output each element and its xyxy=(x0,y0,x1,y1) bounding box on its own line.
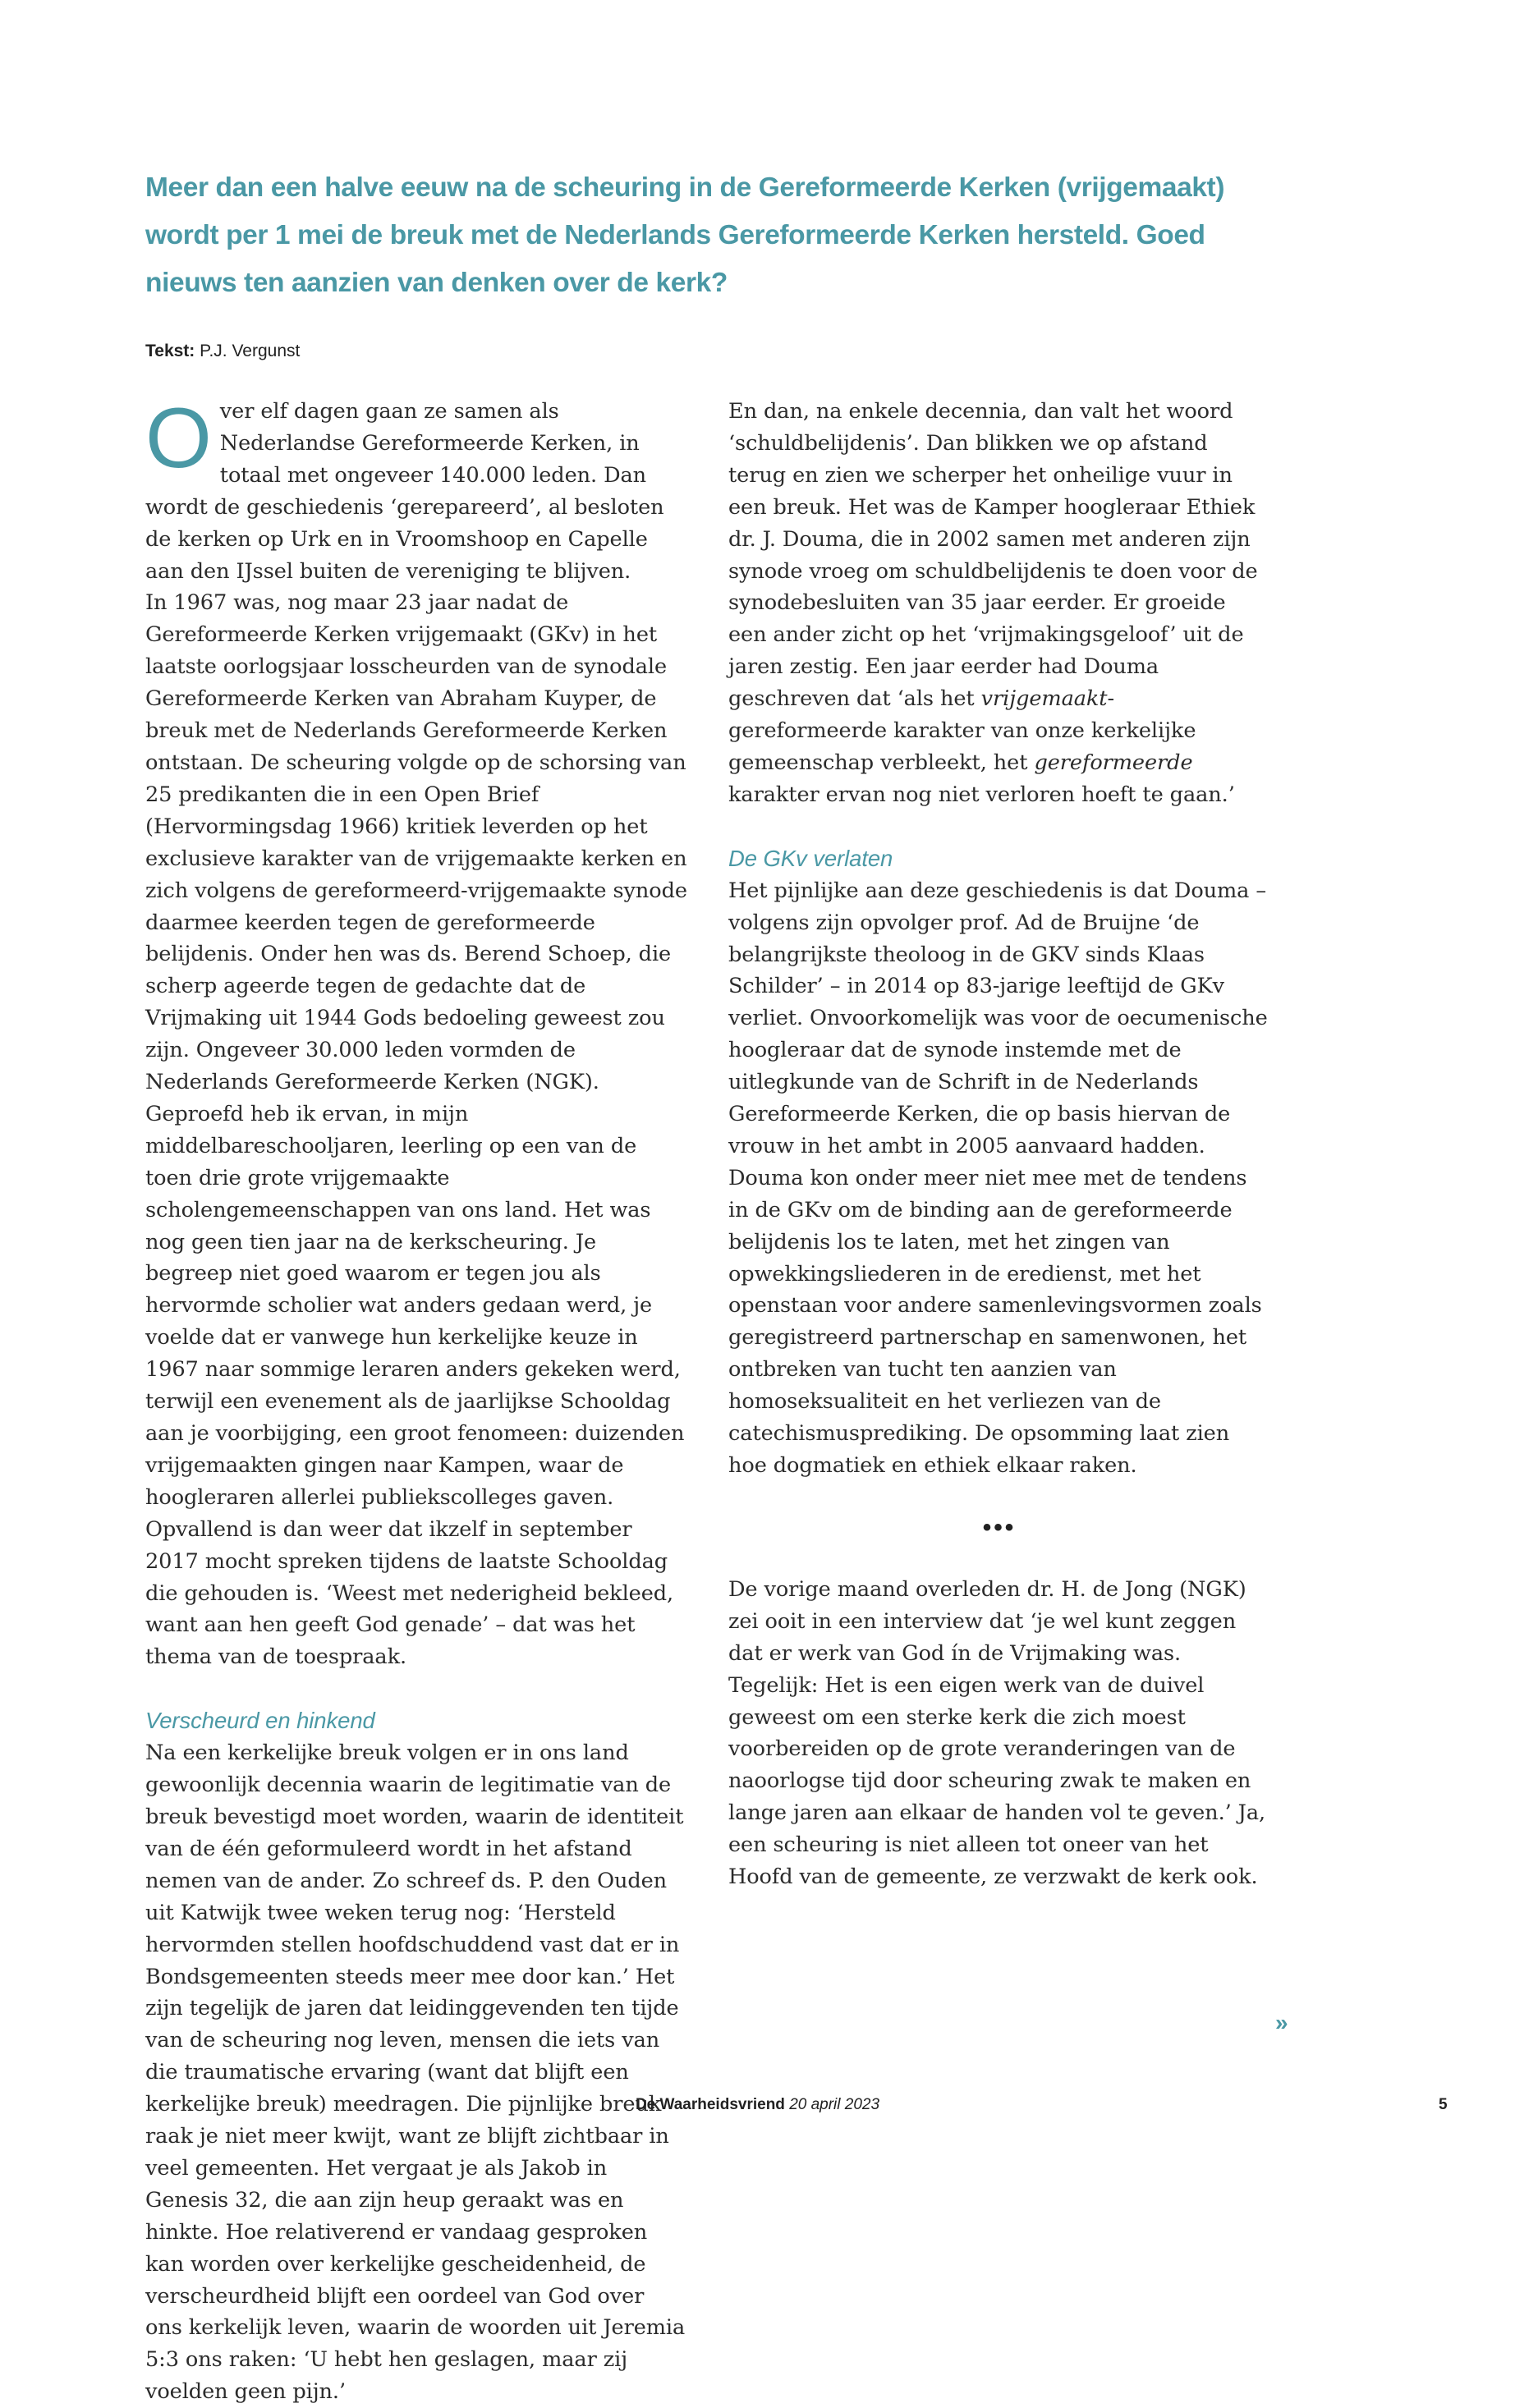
paragraph-5-middle: -gereformeerde karakter van onze kerkelijke gemeenschap verbleekt, het xyxy=(728,686,1196,775)
emphasis-gereformeerde: gereformeerde xyxy=(1034,750,1193,775)
section-separator: ••• xyxy=(982,1513,1017,1541)
page-number: 5 xyxy=(1439,2096,1448,2113)
paragraph-1 xyxy=(145,391,687,587)
paragraph-5-text: En dan, na enkele decennia, dan valt het woord ‘schuldbelijdenis’. Dan blikken we op afstand terug en zien we scherper het onheilige vuur in een breuk. Het was de Kamper hoogleraar Ethiek dr. J. Douma, die in 2002 samen met anderen zijn synode vroeg om schuldbelijdenis te doen voor de synodebesluiten van 35 jaar eerder. Er groeide een ander zicht op het ‘vrijmakingsgeloof’ uit de jaren zestig. Een jaar eerder had Douma geschreven dat ‘als het xyxy=(728,399,1258,712)
paragraph-2: In 1967 was, nog maar 23 jaar nadat de Gereformeerde Kerken vrijgemaakt (GKv) in het laatste oorlogsjaar losscheurden van de synodale Gereformeerde Kerken van Abraham Kuyper, de breuk met de Nederlands Gereformeerde Kerken ontstaan. De scheuring volgde op de schorsing van 25 predikanten die in een Open Brief (Hervormingsdag 1966) kritiek leverden op het exclusieve karakter van de vrijgemaakte kerken en zich volgens de gereformeerd-vrijgemaakte synode daarmee keerden tegen de gereformeerde belijdenis. Onder hen was ds. Berend Schoep, die scherp ageerde tegen de gedachte dat de Vrijmaking uit 1944 Gods bedoeling geweest zou zijn. Ongeveer 30.000 leden vormden de Nederlands Gereformeerde Kerken (NGK). xyxy=(145,590,687,1095)
subheading-gkv-verlaten: De GKv verlaten xyxy=(728,845,893,871)
byline-label: Tekst: xyxy=(145,342,195,360)
paragraph-5 xyxy=(728,396,1270,811)
intro-lead: Meer dan een halve eeuw na de scheuring in de Gereformeerde Kerken (vrijgemaakt) wordt per 1 mei de breuk met de Nederlands Gereformeerde Kerken hersteld. Goed nieuws ten aanzien van denken over de kerk? xyxy=(145,172,1225,298)
page-footer xyxy=(0,2095,1515,2115)
emphasis-vrijgemaakt: vrijgemaakt xyxy=(980,686,1108,712)
subheading-verscheurd: Verscheurd en hinkend xyxy=(145,1708,375,1734)
article-column-right xyxy=(728,396,1270,1893)
paragraph-1-text: ver elf dagen gaan ze samen als Nederlandse Gereformeerde Kerken, in totaal met ongeveer 140.000 leden. Dan wordt de geschiedenis ‘gerepareerd’, al besloten de kerken op Urk en in Vroomshoop en Capelle aan den IJssel buiten de vereniging te blijven. xyxy=(145,399,664,584)
paragraph-7: De vorige maand overleden dr. H. de Jong (NGK) zei ooit in een interview dat ‘je wel kunt zeggen dat er werk van God ín de Vrijmaking was. Tegelijk: Het is een eigen werk van de duivel geweest om een sterke kerk die zich moest voorbereiden op de grote veranderingen van de naoorlogse tijd door scheuring zwak te maken en lange jaren aan elkaar de handen vol te geven.’ Ja, een scheuring is niet alleen tot oneer van het Hoofd van de gemeente, ze verzwakt de kerk ook. xyxy=(728,1576,1266,1890)
byline-author: P.J. Vergunst xyxy=(200,342,301,360)
byline xyxy=(145,340,300,363)
paragraph-4: Na een kerkelijke breuk volgen er in ons land gewoonlijk decennia waarin de legitimatie van de breuk bevestigd moet worden, waarin de identiteit van de één geformuleerd wordt in het afstand nemen van de ander. Zo schreef ds. P. den Ouden uit Katwijk twee weken terug nog: ‘Hersteld hervormden stellen hoofdschuddend vast dat er in Bondsgemeenten steeds meer mee door kan.’ Het zijn tegelijk de jaren dat leidinggevenden ten tijde van de scheuring nog leven, mensen die iets van die traumatische ervaring (want dat blijft een kerkelijke breuk) meedragen. Die pijnlijke breuk raak je niet meer kwijt, want ze blijft zichtbaar in veel gemeenten. Het vergaat je als Jakob in Genesis 32, die aan zijn heup geraakt was en hinkte. Hoe relativerend er vandaag gesproken kan worden over kerkelijke gescheidenheid, de verscheurdheid blijft een oordeel van God over ons kerkelijk leven, waarin de woorden uit Jeremia 5:3 ons raken: ‘U hebt hen geslagen, maar zij voelden geen pijn.’ xyxy=(145,1741,686,2405)
paragraph-6: Het pijnlijke aan deze geschiedenis is dat Douma – volgens zijn opvolger prof. Ad de Bruijne ‘de belangrijkste theoloog in de GKV sinds Klaas Schilder’ – in 2014 op 83-jarige leeftijd de GKv verliet. Onvoorkomelijk was voor de oecumenische hoogleraar dat de synode instemde met de uitlegkunde van de Schrift in de Nederlands Gereformeerde Kerken, die op basis hiervan de vrouw in het ambt in 2005 aanvaard hadden. Douma kon onder meer niet mee met de tendens in de GKv om de binding aan de gereformeerde belijdenis los te laten, met het zingen van opwekkingsliederen in de eredienst, met het openstaan voor andere samenlevingsvormen zoals geregistreerd partnerschap en samenwonen, het ontbreken van tucht ten aanzien van homoseksualiteit en het verliezen van de catechismusprediking. De opsomming laat zien hoe dogmatiek en ethiek elkaar raken. xyxy=(728,878,1268,1478)
paragraph-3: Geproefd heb ik ervan, in mijn middelbareschooljaren, leerling op een van de toen drie grote vrijgemaakte scholengemeenschappen van ons land. Het was nog geen tien jaar na de kerkscheuring. Je begreep niet goed waarom er tegen jou als hervormde scholier wat anders gedaan werd, je voelde dat er vanwege hun kerkelijke keuze in 1967 naar sommige leraren anders gekeken werd, terwijl een evenement als de jaarlijkse Schooldag aan je voorbijging, een groot fenomeen: duizenden vrijgemaakten gingen naar Kampen, waar de hoogleraren allerlei publiekscolleges gaven. Opvallend is dan weer dat ikzelf in september 2017 mocht spreken tijdens de laatste Schooldag die gehouden is. ‘Weest met nederigheid bekleed, want aan hen geeft God genade’ – dat was het thema van de toespraak. xyxy=(145,1101,685,1670)
footer-magazine: De Waarheidsvriend xyxy=(635,2096,785,2113)
paragraph-5-end: karakter ervan nog niet verloren hoeft te gaan.’ xyxy=(728,782,1235,807)
continue-arrow-icon: » xyxy=(1275,2010,1288,2035)
footer-date: 20 april 2023 xyxy=(789,2096,880,2113)
drop-cap: O xyxy=(145,391,212,486)
